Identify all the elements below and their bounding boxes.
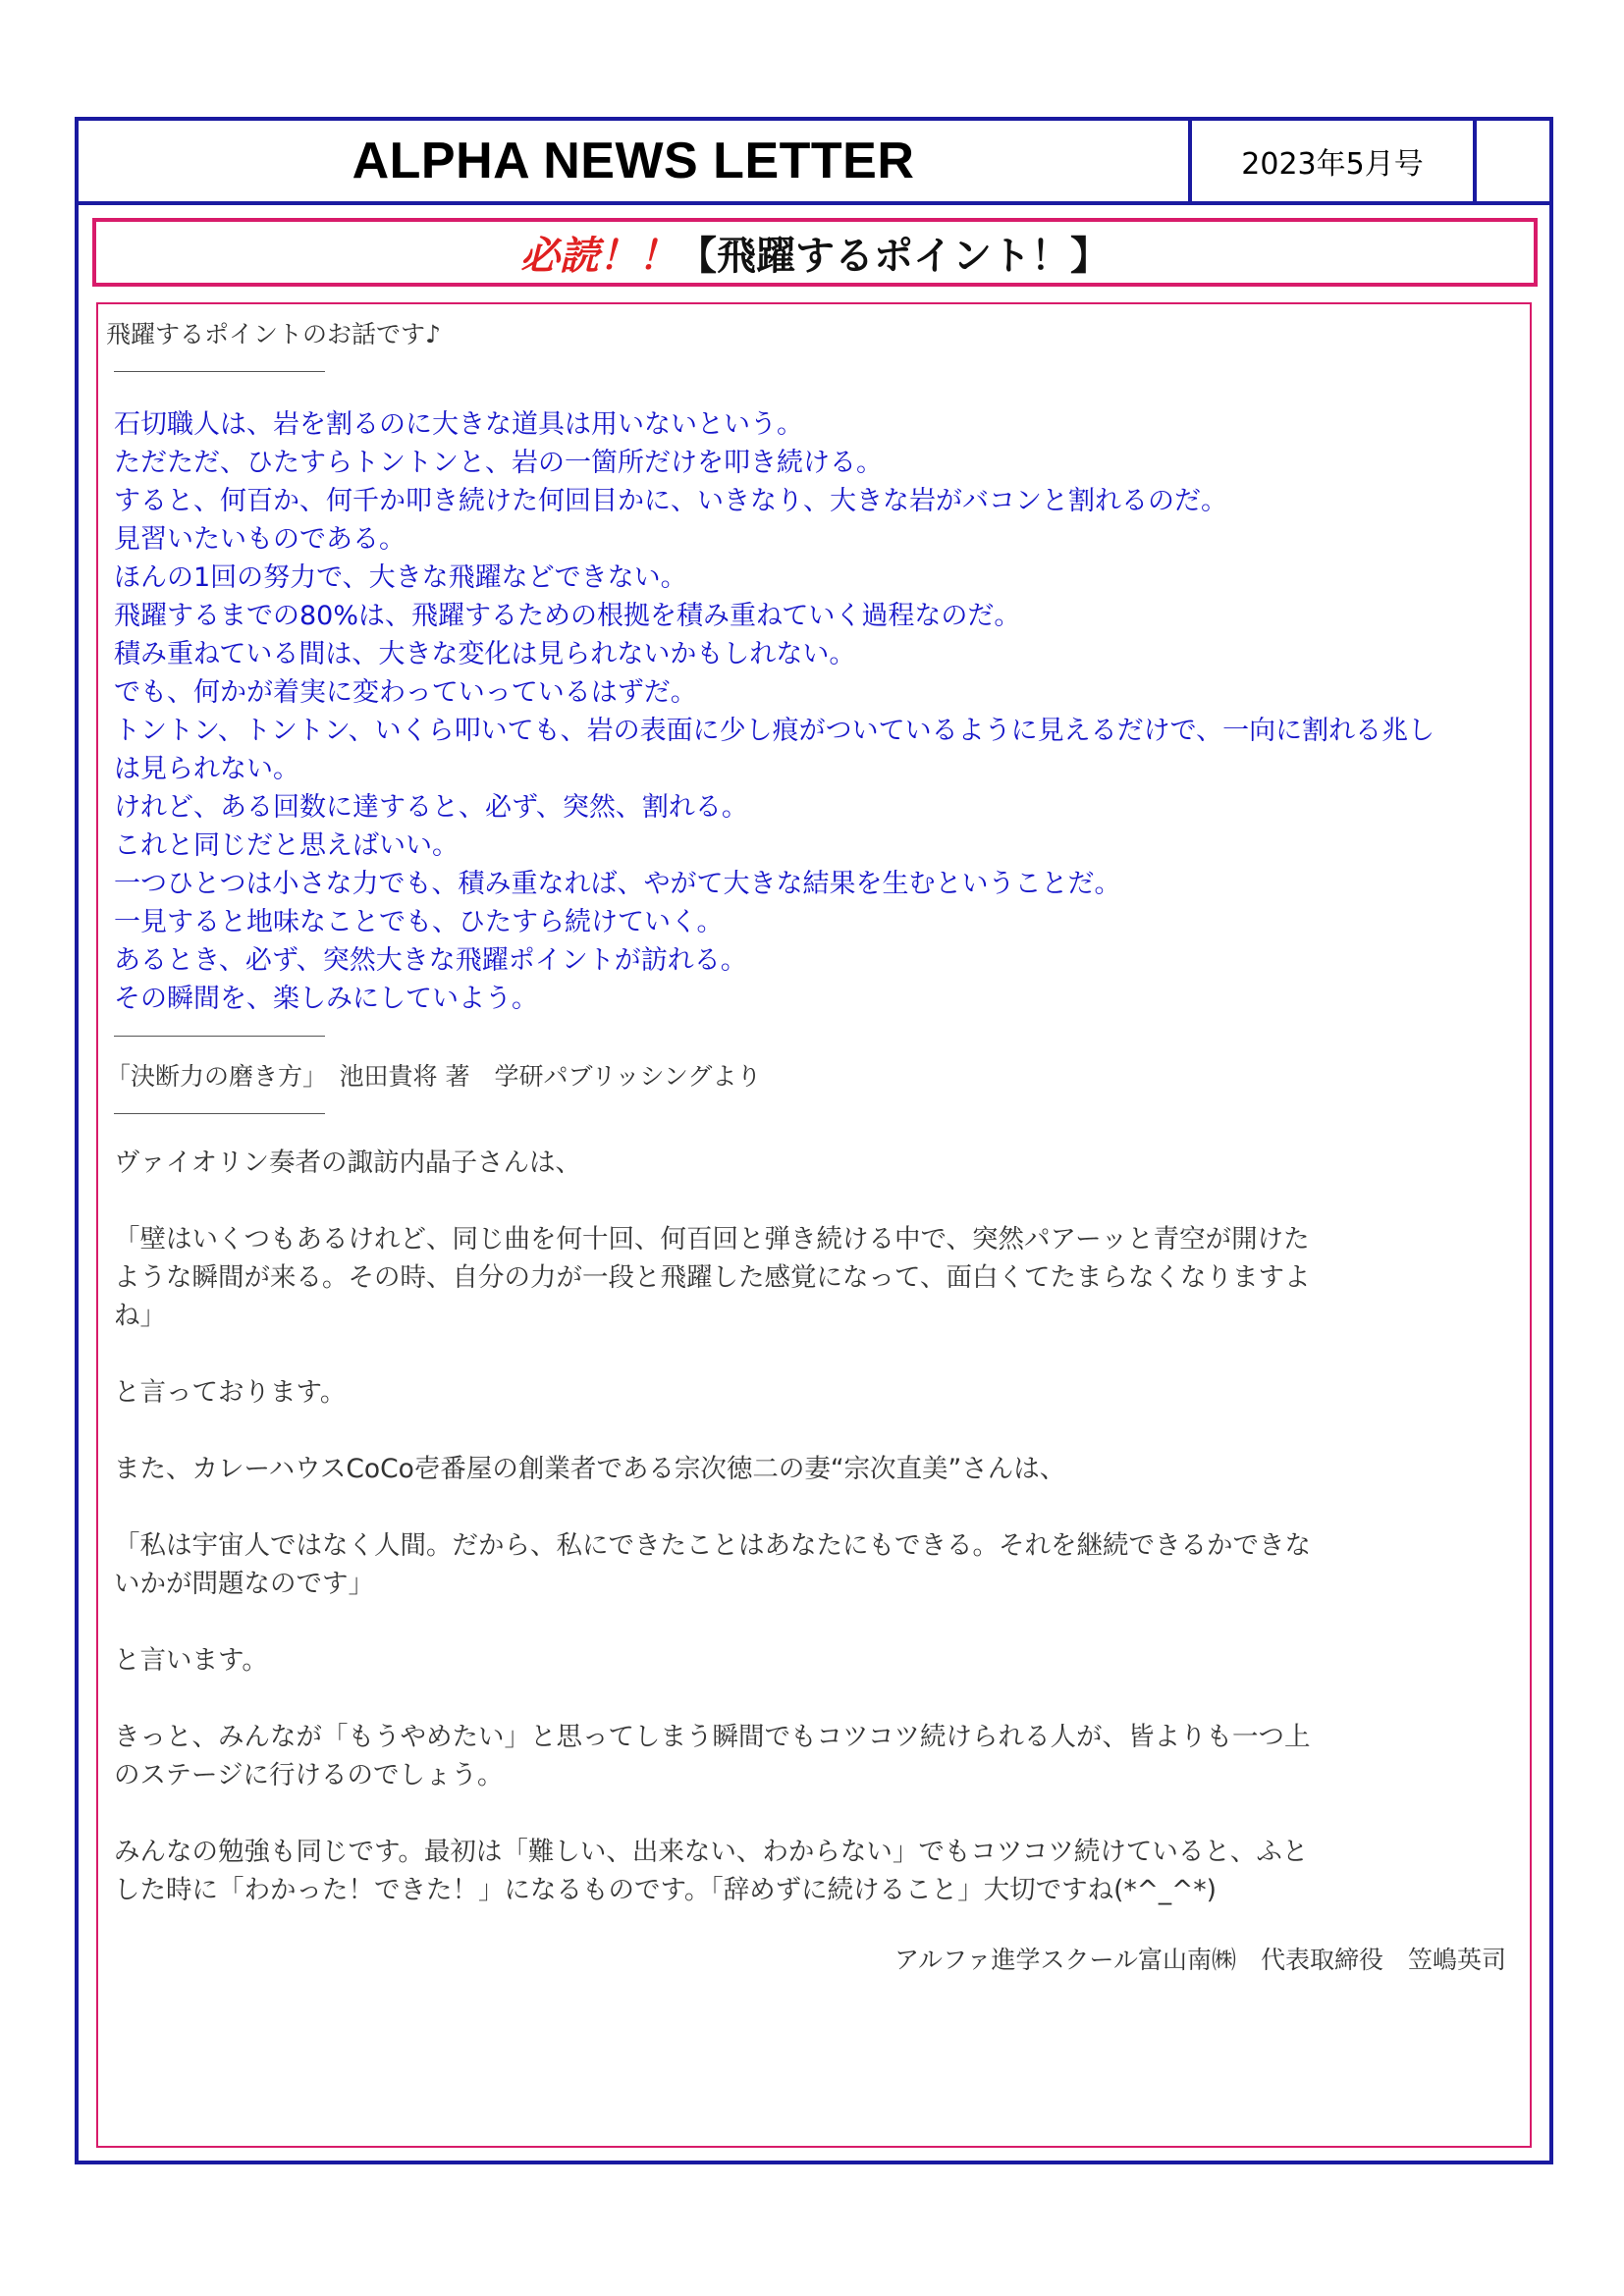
quote-line: 飛躍するまでの80%は、飛躍するための根拠を積み重ねていく過程なのだ。 [114, 601, 1021, 631]
body-paragraph: また、カレーハウスCoCo壱番屋の創業者である宗次徳二の妻“宗次直美”さんは、 [114, 1454, 1066, 1484]
quote-line: ほんの1回の努力で、大きな飛躍などできない。 [114, 562, 687, 593]
divider-line [114, 371, 325, 372]
quote-line: これと同じだと思えばいい。 [114, 830, 459, 861]
quote-line: トントン、トントン、いくら叩いても、岩の表面に少し痕がついているように見えるだけで、一向に割れる兆し [114, 716, 1435, 746]
article-intro: 飛躍するポイントのお話です♪ [106, 320, 441, 348]
quote-2-line: ような瞬間が来る。その時、自分の力が一段と飛躍した感覚になって、面白くてたまらなくなりますよ [114, 1262, 1311, 1293]
body-paragraph: と言っております。 [114, 1377, 347, 1408]
quote-line: あるとき、必ず、突然大きな飛躍ポイントが訪れる。 [114, 945, 747, 976]
body-paragraph: ヴァイオリン奏者の諏訪内晶子さんは、 [114, 1148, 581, 1178]
quote-line: でも、何かが着実に変わっていっているはずだ。 [114, 677, 697, 708]
paragraph-5-line: のステージに行けるのでしょう。 [114, 1760, 504, 1790]
quote-2-line: ね」 [114, 1301, 166, 1331]
quote-line: 一見すると地味なことでも、ひたすら続けていく。 [114, 907, 724, 937]
source-citation: 「決断力の磨き方」 池田貴将 著 学研パブリッシングより [106, 1062, 762, 1091]
headline-box [92, 218, 1538, 287]
quote-line: 積み重ねている間は、大きな変化は見られないかもしれない。 [114, 639, 856, 669]
paragraph-6-line: した時に「わかった！できた！」になるものです。「辞めずに続けること」大切ですね(*^_^*) [114, 1875, 1217, 1905]
quote-line: すると、何百か、何千か叩き続けた何回目かに、いきなり、大きな岩がバコンと割れるのだ。 [114, 486, 1227, 516]
must-read-label: 必読！！ [520, 233, 677, 279]
quote-line: その瞬間を、楽しみにしていよう。 [114, 984, 538, 1014]
header-empty-cell [1473, 121, 1549, 201]
quote-3-line: 「私は宇宙人ではなく人間。だから、私にできたことはあなたにもできる。それを継続できるかできな [114, 1530, 1311, 1561]
issue-date: 2023年5月号 [1188, 121, 1473, 201]
quote-line: けれど、ある回数に達すると、必ず、突然、割れる。 [114, 792, 748, 823]
article-box [96, 302, 1532, 2148]
quote-2-line: 「壁はいくつもあるけれど、同じ曲を何十回、何百回と弾き続ける中で、突然パアーッと青空が開けた [114, 1224, 1310, 1255]
newsletter-title: ALPHA NEWS LETTER [352, 133, 915, 189]
quote-line: ただただ、ひたすらトントンと、岩の一箇所だけを叩き続ける。 [114, 448, 883, 478]
divider-line [114, 1113, 325, 1114]
quote-3-line: いかが問題なのです」 [114, 1569, 374, 1599]
quote-line: 一つひとつは小さな力でも、積み重なれば、やがて大きな結果を生むということだ。 [114, 869, 1121, 899]
headline-topic: 【飛躍するポイント！】 [677, 233, 1110, 279]
paragraph-6-line: みんなの勉強も同じです。最初は「難しい、出来ない、わからない」でもコツコツ続けていると、ふと [114, 1837, 1309, 1867]
quote-line: は見られない。 [114, 754, 299, 784]
newsletter-header [75, 117, 1553, 205]
quote-block [106, 405, 1506, 1018]
quote-line: 見習いたいものである。 [114, 524, 406, 555]
divider-line [114, 1036, 325, 1037]
author-signature: アルファ進学スクール富山南㈱ 代表取締役 笠嶋英司 [893, 1946, 1506, 1974]
paragraph-5-line: きっと、みんなが「もうやめたい」と思ってしまう瞬間でもコツコツ続けられる人が、皆よりも一つ上 [114, 1722, 1311, 1752]
quote-line: 石切職人は、岩を割るのに大きな道具は用いないという。 [114, 409, 803, 440]
body-paragraph: と言います。 [114, 1645, 268, 1676]
